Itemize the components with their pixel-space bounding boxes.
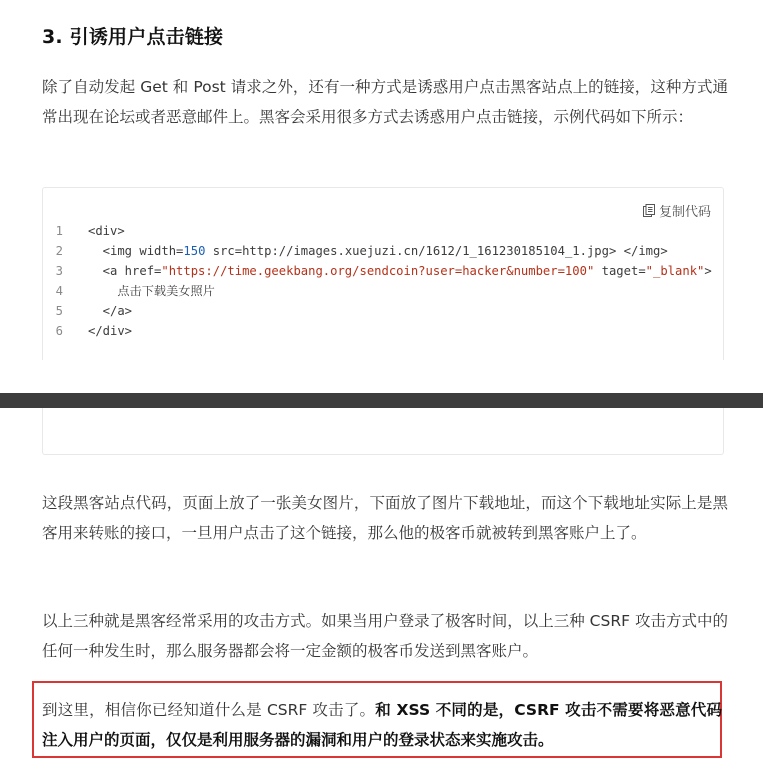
conclusion-normal-text: 到这里，相信你已经知道什么是 CSRF 攻击了。 — [42, 701, 376, 719]
code-token — [88, 284, 117, 298]
line-number: 4 — [55, 284, 63, 298]
line-number: 3 — [55, 264, 63, 278]
line-number: 6 — [55, 324, 63, 338]
line-number: 1 — [55, 224, 63, 238]
copy-code-label: 复制代码 — [658, 205, 711, 220]
copy-icon — [643, 204, 655, 217]
divider-bar — [0, 393, 763, 408]
code-token: <a href= — [88, 264, 162, 278]
code-lines — [43, 221, 712, 341]
code-block — [42, 187, 724, 360]
code-text — [63, 281, 215, 301]
code-line — [43, 321, 698, 341]
code-text — [63, 221, 125, 241]
line-number: 2 — [55, 244, 63, 258]
code-text — [63, 261, 712, 281]
code-token: <img width= — [88, 244, 184, 258]
code-token: taget= — [594, 264, 646, 278]
conclusion-bold-text: 和 XSS 不同的是，CSRF 攻击不需要将恶意代码注入用户的页面，仅仅是利用服务器的漏洞和用户的登录状态来实施攻击。 — [42, 701, 723, 749]
code-token: 150 — [183, 244, 206, 258]
code-token: <div> — [88, 224, 125, 238]
paragraph-conclusion — [42, 695, 722, 755]
code-line — [43, 301, 698, 321]
code-token: > — [704, 264, 712, 278]
code-token: </div> — [88, 324, 133, 338]
paragraph-summary: 以上三种就是黑客经常采用的攻击方式。如果当用户登录了极客时间，以上三种 CSRF 攻击方式中的任何一种发生时，那么服务器都会将一定金额的极客币发送到黑客账户。 — [42, 612, 728, 660]
code-line — [43, 241, 698, 261]
paragraph-intro: 除了自动发起 Get 和 Post 请求之外，还有一种方式是诱惑用户点击黑客站点上的链接，这种方式通常出现在论坛或者恶意邮件上。黑客会采用很多方式去诱惑用户点击链接，示例代码如下所示： — [42, 78, 728, 126]
code-block-bottom — [42, 408, 724, 455]
section-heading: 3. 引诱用户点击链接 — [42, 26, 224, 48]
code-text — [63, 321, 132, 341]
code-text — [63, 301, 132, 321]
code-line — [43, 261, 712, 281]
paragraph-explanation: 这段黑客站点代码，页面上放了一张美女图片，下面放了图片下载地址，而这个下载地址实际上是黑客用来转账的接口，一旦用户点击了这个链接，那么他的极客币就被转到黑客账户上了。 — [42, 494, 728, 542]
code-token: 点击下载美女照片 — [117, 284, 215, 298]
code-line — [43, 221, 698, 241]
copy-code-button[interactable] — [643, 201, 711, 220]
code-token: "https://time.geekbang.org/sendcoin?user=hacker&number=100" — [161, 264, 595, 278]
code-token: "_blank" — [645, 264, 705, 278]
line-number: 5 — [55, 304, 63, 318]
code-text — [63, 241, 668, 261]
code-token: </a> — [88, 304, 133, 318]
code-line — [43, 281, 698, 301]
code-token: src=http://images.xuejuzi.cn/1612/1_161230185104_1.jpg> </img> — [205, 244, 668, 258]
